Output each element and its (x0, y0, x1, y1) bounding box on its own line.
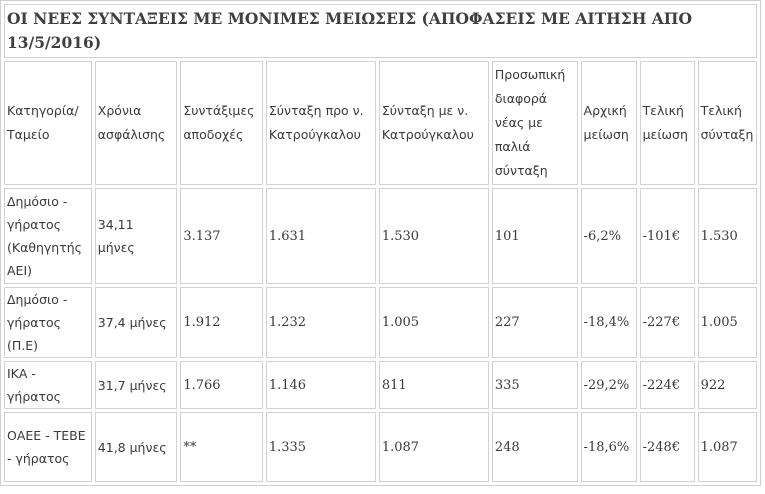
header-final-pension: Τελική σύνταξη (698, 61, 757, 185)
header-insurance-years: Χρόνια ασφάλισης (95, 61, 178, 185)
cell-pensionable-earnings: 1.912 (180, 287, 263, 358)
cell-personal-difference: 248 (492, 412, 578, 482)
cell-category: Δημόσιο - γήρατος (Π.Ε) (4, 287, 92, 358)
table-row (4, 287, 757, 358)
cell-final-pension: 1.530 (698, 188, 757, 284)
cell-pension-before-law: 1.631 (266, 188, 376, 284)
cell-category: Δημόσιο - γήρατος (Καθηγητής ΑΕΙ) (4, 188, 92, 284)
cell-category: ΙΚΑ - γήρατος (4, 361, 92, 409)
header-initial-reduction: Αρχική μείωση (581, 61, 637, 185)
header-personal-difference: Προσωπική διαφορά νέας με παλιά σύνταξη (492, 61, 578, 185)
header-pension-before-law: Σύνταξη προ ν. Κατρούγκαλου (266, 61, 376, 185)
cell-final-pension: 1.087 (698, 412, 757, 482)
table-row (4, 412, 757, 482)
cell-pension-with-law: 811 (379, 361, 489, 409)
cell-initial-reduction: -18,4% (581, 287, 637, 358)
cell-personal-difference: 227 (492, 287, 578, 358)
cell-pension-with-law: 1.005 (379, 287, 489, 358)
cell-initial-reduction: -6,2% (581, 188, 637, 284)
header-category: Κατηγορία/ Ταμείο (4, 61, 92, 185)
cell-insurance-years: 41,8 μήνες (95, 412, 178, 482)
cell-insurance-years: 31,7 μήνες (95, 361, 178, 409)
cell-pensionable-earnings: 1.766 (180, 361, 263, 409)
cell-pension-before-law: 1.335 (266, 412, 376, 482)
header-pension-with-law: Σύνταξη με ν. Κατρούγκαλου (379, 61, 489, 185)
cell-final-reduction: -224€ (640, 361, 695, 409)
table-row (4, 361, 757, 409)
cell-insurance-years: 37,4 μήνες (95, 287, 178, 358)
cell-personal-difference: 101 (492, 188, 578, 284)
cell-pension-before-law: 1.146 (266, 361, 376, 409)
cell-pension-with-law: 1.530 (379, 188, 489, 284)
cell-pension-before-law: 1.232 (266, 287, 376, 358)
table-row (4, 188, 757, 284)
header-pensionable-earnings: Συντάξιμες αποδοχές (180, 61, 263, 185)
cell-category: ΟΑΕΕ - ΤΕΒΕ - γήρατος (4, 412, 92, 482)
cell-final-reduction: -227€ (640, 287, 695, 358)
cell-initial-reduction: -18,6% (581, 412, 637, 482)
header-row (4, 61, 757, 185)
table-title: ΟΙ ΝΕΕΣ ΣΥΝΤΑΞΕΙΣ ΜΕ ΜΟΝΙΜΕΣ ΜΕΙΩΣΕΙΣ (ΑΠΟΦΑΣΕΙΣ ΜΕ ΑΙΤΗΣΗ ΑΠΟ 13/5/2016) (4, 4, 757, 58)
header-final-reduction: Τελική μείωση (640, 61, 695, 185)
cell-final-pension: 1.005 (698, 287, 757, 358)
cell-pensionable-earnings: 3.137 (180, 188, 263, 284)
cell-personal-difference: 335 (492, 361, 578, 409)
cell-final-reduction: -248€ (640, 412, 695, 482)
title-row (4, 4, 757, 58)
cell-final-reduction: -101€ (640, 188, 695, 284)
cell-pension-with-law: 1.087 (379, 412, 489, 482)
cell-pensionable-earnings: ** (180, 412, 263, 482)
cell-final-pension: 922 (698, 361, 757, 409)
cell-insurance-years: 34,11 μήνες (95, 188, 178, 284)
cell-initial-reduction: -29,2% (581, 361, 637, 409)
